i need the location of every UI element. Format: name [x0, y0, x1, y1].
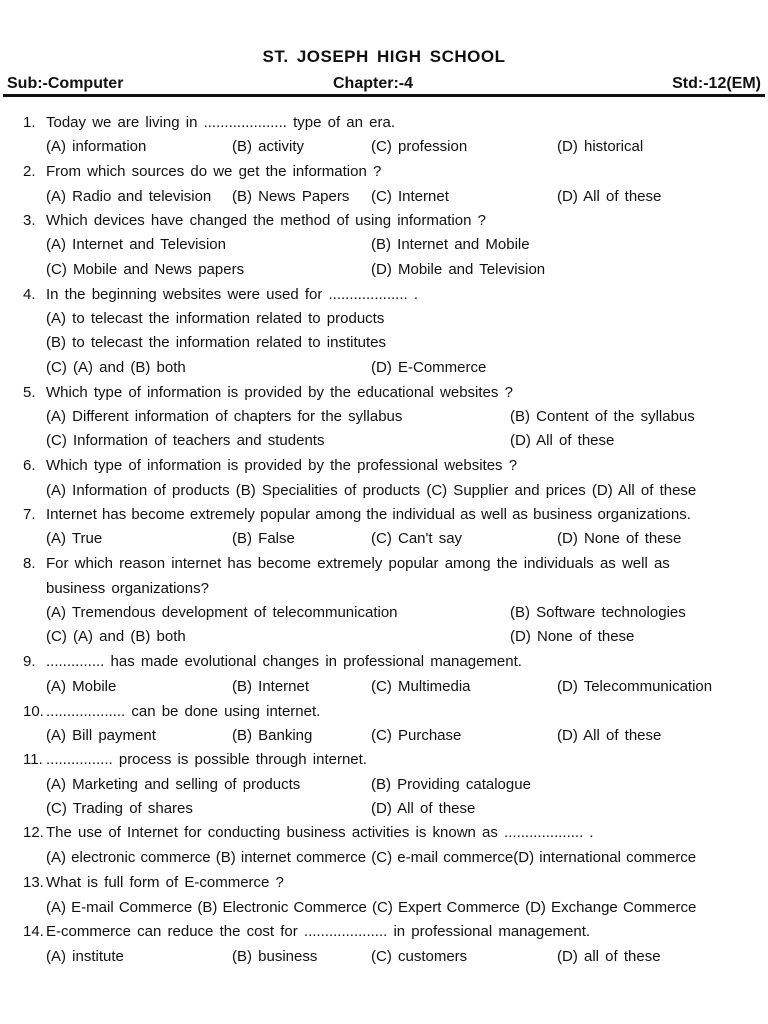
question-number: 6. [23, 457, 36, 474]
option-a: (A) Tremendous development of telecommunication [46, 604, 398, 621]
question-number: 9. [23, 653, 36, 670]
option-a: (A) information [46, 138, 147, 155]
standard-label: Std:-12(EM) [672, 75, 761, 92]
option-c: (C) Purchase [371, 727, 462, 744]
question-number: 7. [23, 506, 36, 523]
option-c: (C) Trading of shares [46, 800, 193, 817]
option-a: (A) True [46, 530, 103, 547]
option-b: (B) News Papers [232, 188, 350, 205]
option-b: (B) to telecast the information related to institutes [46, 334, 386, 351]
option-a: (A) Radio and television [46, 188, 212, 205]
option-c: (C) customers [371, 948, 468, 965]
question-number: 8. [23, 555, 36, 572]
question-text: Which type of information is provided by the professional websites ? [46, 457, 518, 474]
option-d: (D) All of these [371, 800, 476, 817]
question-number: 2. [23, 163, 36, 180]
option-d: (D) E-Commerce [371, 359, 487, 376]
question-text: Internet has become extremely popular among the individual as well as business organizations. [46, 506, 691, 523]
option-a: (A) Marketing and selling of products [46, 776, 301, 793]
option-a: (A) to telecast the information related to products [46, 310, 385, 327]
options-line: (A) E-mail Commerce (B) Electronic Commerce (C) Expert Commerce (D) Exchange Commerce [46, 899, 697, 916]
option-b: (B) Providing catalogue [371, 776, 531, 793]
subject-label: Sub:-Computer [7, 75, 124, 92]
option-b: (B) False [232, 530, 295, 547]
question-number: 11. [23, 751, 43, 768]
school-title: ST. JOSEPH HIGH SCHOOL [262, 47, 506, 66]
question-number: 10. [23, 703, 44, 720]
question-text: What is full form of E-commerce ? [46, 874, 284, 891]
option-d: (D) Telecommunication [557, 678, 713, 695]
option-c: (C) Multimedia [371, 678, 471, 695]
question-text: From which sources do we get the information ? [46, 163, 382, 180]
option-b: (B) Banking [232, 727, 313, 744]
option-d: (D) historical [557, 138, 644, 155]
option-d: (D) all of these [557, 948, 661, 965]
question-text-continued: business organizations? [46, 580, 209, 597]
option-b: (B) Internet [232, 678, 310, 695]
options-line: (A) electronic commerce (B) internet commerce (C) e-mail commerce(D) international commerce [46, 849, 697, 866]
option-a: (A) institute [46, 948, 124, 965]
header-rule [3, 94, 765, 97]
option-a: (A) Bill payment [46, 727, 156, 744]
option-b: (B) Content of the syllabus [510, 408, 695, 425]
option-b: (B) business [232, 948, 318, 965]
question-text: Which devices have changed the method of using information ? [46, 212, 486, 229]
option-d: (D) All of these [557, 188, 662, 205]
option-b: (B) Internet and Mobile [371, 236, 530, 253]
option-b: (B) Software technologies [510, 604, 686, 621]
option-d: (D) All of these [510, 432, 615, 449]
question-text: Today we are living in .................... type of an era. [46, 114, 395, 131]
question-text: For which reason internet has become extremely popular among the individuals as well as [46, 555, 670, 572]
option-c: (C) Mobile and News papers [46, 261, 245, 278]
question-text: ................ process is possible through internet. [46, 751, 367, 768]
option-a: (A) Mobile [46, 678, 117, 695]
question-number: 1. [23, 114, 36, 131]
option-c: (C) (A) and (B) both [46, 359, 186, 376]
option-d: (D) All of these [557, 727, 662, 744]
question-text: In the beginning websites were used for ................... . [46, 286, 419, 303]
question-number: 14. [23, 923, 44, 940]
question-text: The use of Internet for conducting business activities is known as ................... . [46, 824, 594, 841]
chapter-label: Chapter:-4 [333, 75, 414, 92]
option-d: (D) None of these [510, 628, 635, 645]
option-c: (C) Information of teachers and students [46, 432, 325, 449]
option-c: (C) Internet [371, 188, 449, 205]
question-text: E-commerce can reduce the cost for .................... in professional management. [46, 923, 591, 940]
option-d: (D) Mobile and Television [371, 261, 546, 278]
options-line: (A) Information of products (B) Specialities of products (C) Supplier and prices (D) All of these [46, 482, 697, 499]
question-text: Which type of information is provided by the educational websites ? [46, 384, 513, 401]
question-number: 5. [23, 384, 36, 401]
option-d: (D) None of these [557, 530, 682, 547]
option-c: (C) (A) and (B) both [46, 628, 186, 645]
option-c: (C) Can't say [371, 530, 463, 547]
question-text: ................... can be done using internet. [46, 703, 321, 720]
question-number: 13. [23, 874, 44, 891]
option-c: (C) profession [371, 138, 468, 155]
option-a: (A) Internet and Television [46, 236, 226, 253]
option-a: (A) Different information of chapters for the syllabus [46, 408, 403, 425]
question-number: 4. [23, 286, 36, 303]
question-number: 3. [23, 212, 36, 229]
question-text: .............. has made evolutional changes in professional management. [46, 653, 522, 670]
question-number: 12. [23, 824, 44, 841]
option-b: (B) activity [232, 138, 305, 155]
